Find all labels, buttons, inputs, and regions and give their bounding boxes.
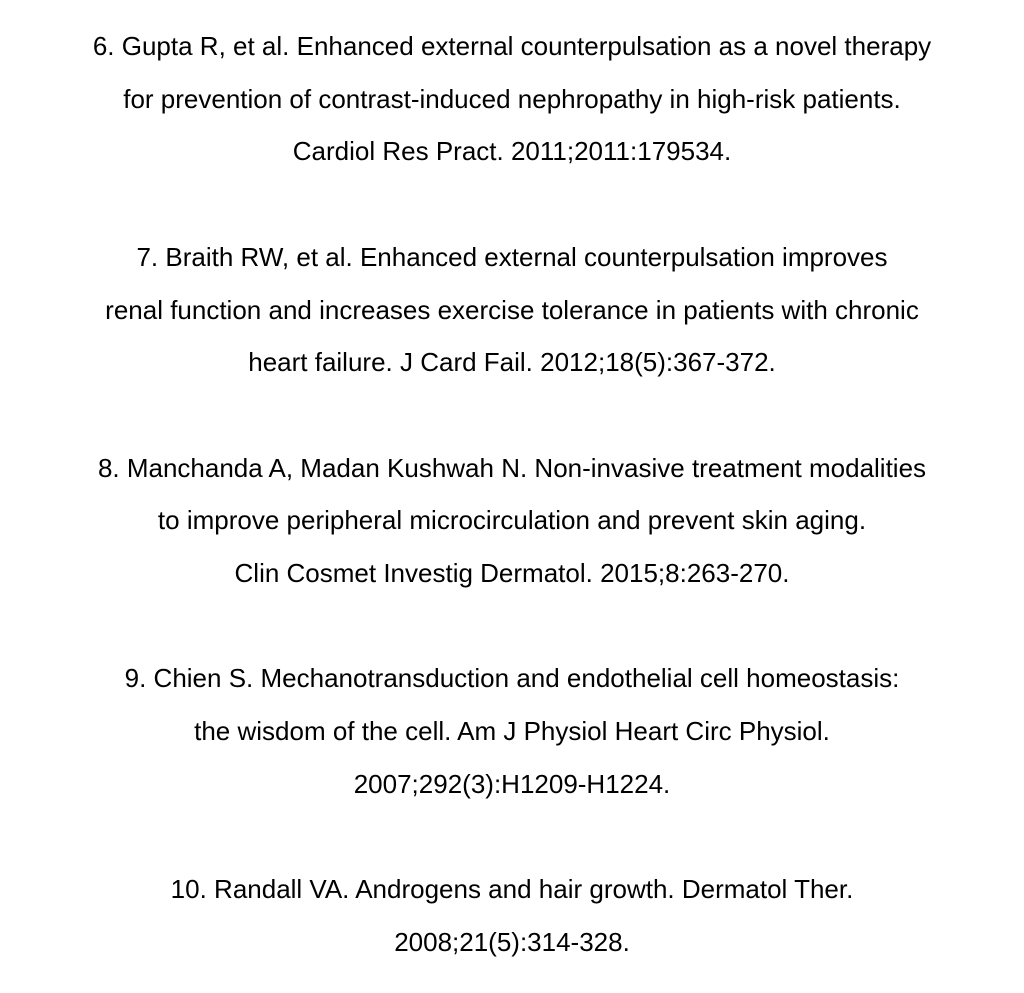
reference-line: for prevention of contrast-induced nephropathy in high-risk patients. xyxy=(123,83,901,114)
reference-line: the wisdom of the cell. Am J Physiol Heart Circ Physiol. xyxy=(194,716,830,747)
reference-9 xyxy=(0,652,1024,810)
reference-line: renal function and increases exercise tolerance in patients with chronic xyxy=(105,294,919,325)
reference-8 xyxy=(0,442,1024,600)
reference-line: 7. Braith RW, et al. Enhanced external counterpulsation improves xyxy=(136,241,888,272)
reference-line: 2008;21(5):314-328. xyxy=(394,926,630,957)
reference-line: Clin Cosmet Investig Dermatol. 2015;8:263-270. xyxy=(234,558,790,588)
reference-line: 2007;292(3):H1209-H1224. xyxy=(353,768,671,799)
reference-line: 6. Gupta R, et al. Enhanced external counterpulsation as a novel therapy xyxy=(92,31,932,61)
reference-line: heart failure. J Card Fail. 2012;18(5):367-372. xyxy=(248,347,776,378)
reference-line: 8. Manchanda A, Madan Kushwah N. Non-invasive treatment modalities xyxy=(97,452,927,483)
reference-6 xyxy=(0,20,1024,178)
reference-line: 9. Chien S. Mechanotransduction and endothelial cell homeostasis: xyxy=(124,663,900,694)
reference-7 xyxy=(0,231,1024,389)
reference-line: Cardiol Res Pract. 2011;2011:179534. xyxy=(292,136,732,167)
reference-line: 10. Randall VA. Androgens and hair growth. Dermatol Ther. xyxy=(170,874,854,905)
reference-line: to improve peripheral microcirculation and prevent skin aging. xyxy=(157,505,867,536)
reference-10 xyxy=(0,863,1024,968)
